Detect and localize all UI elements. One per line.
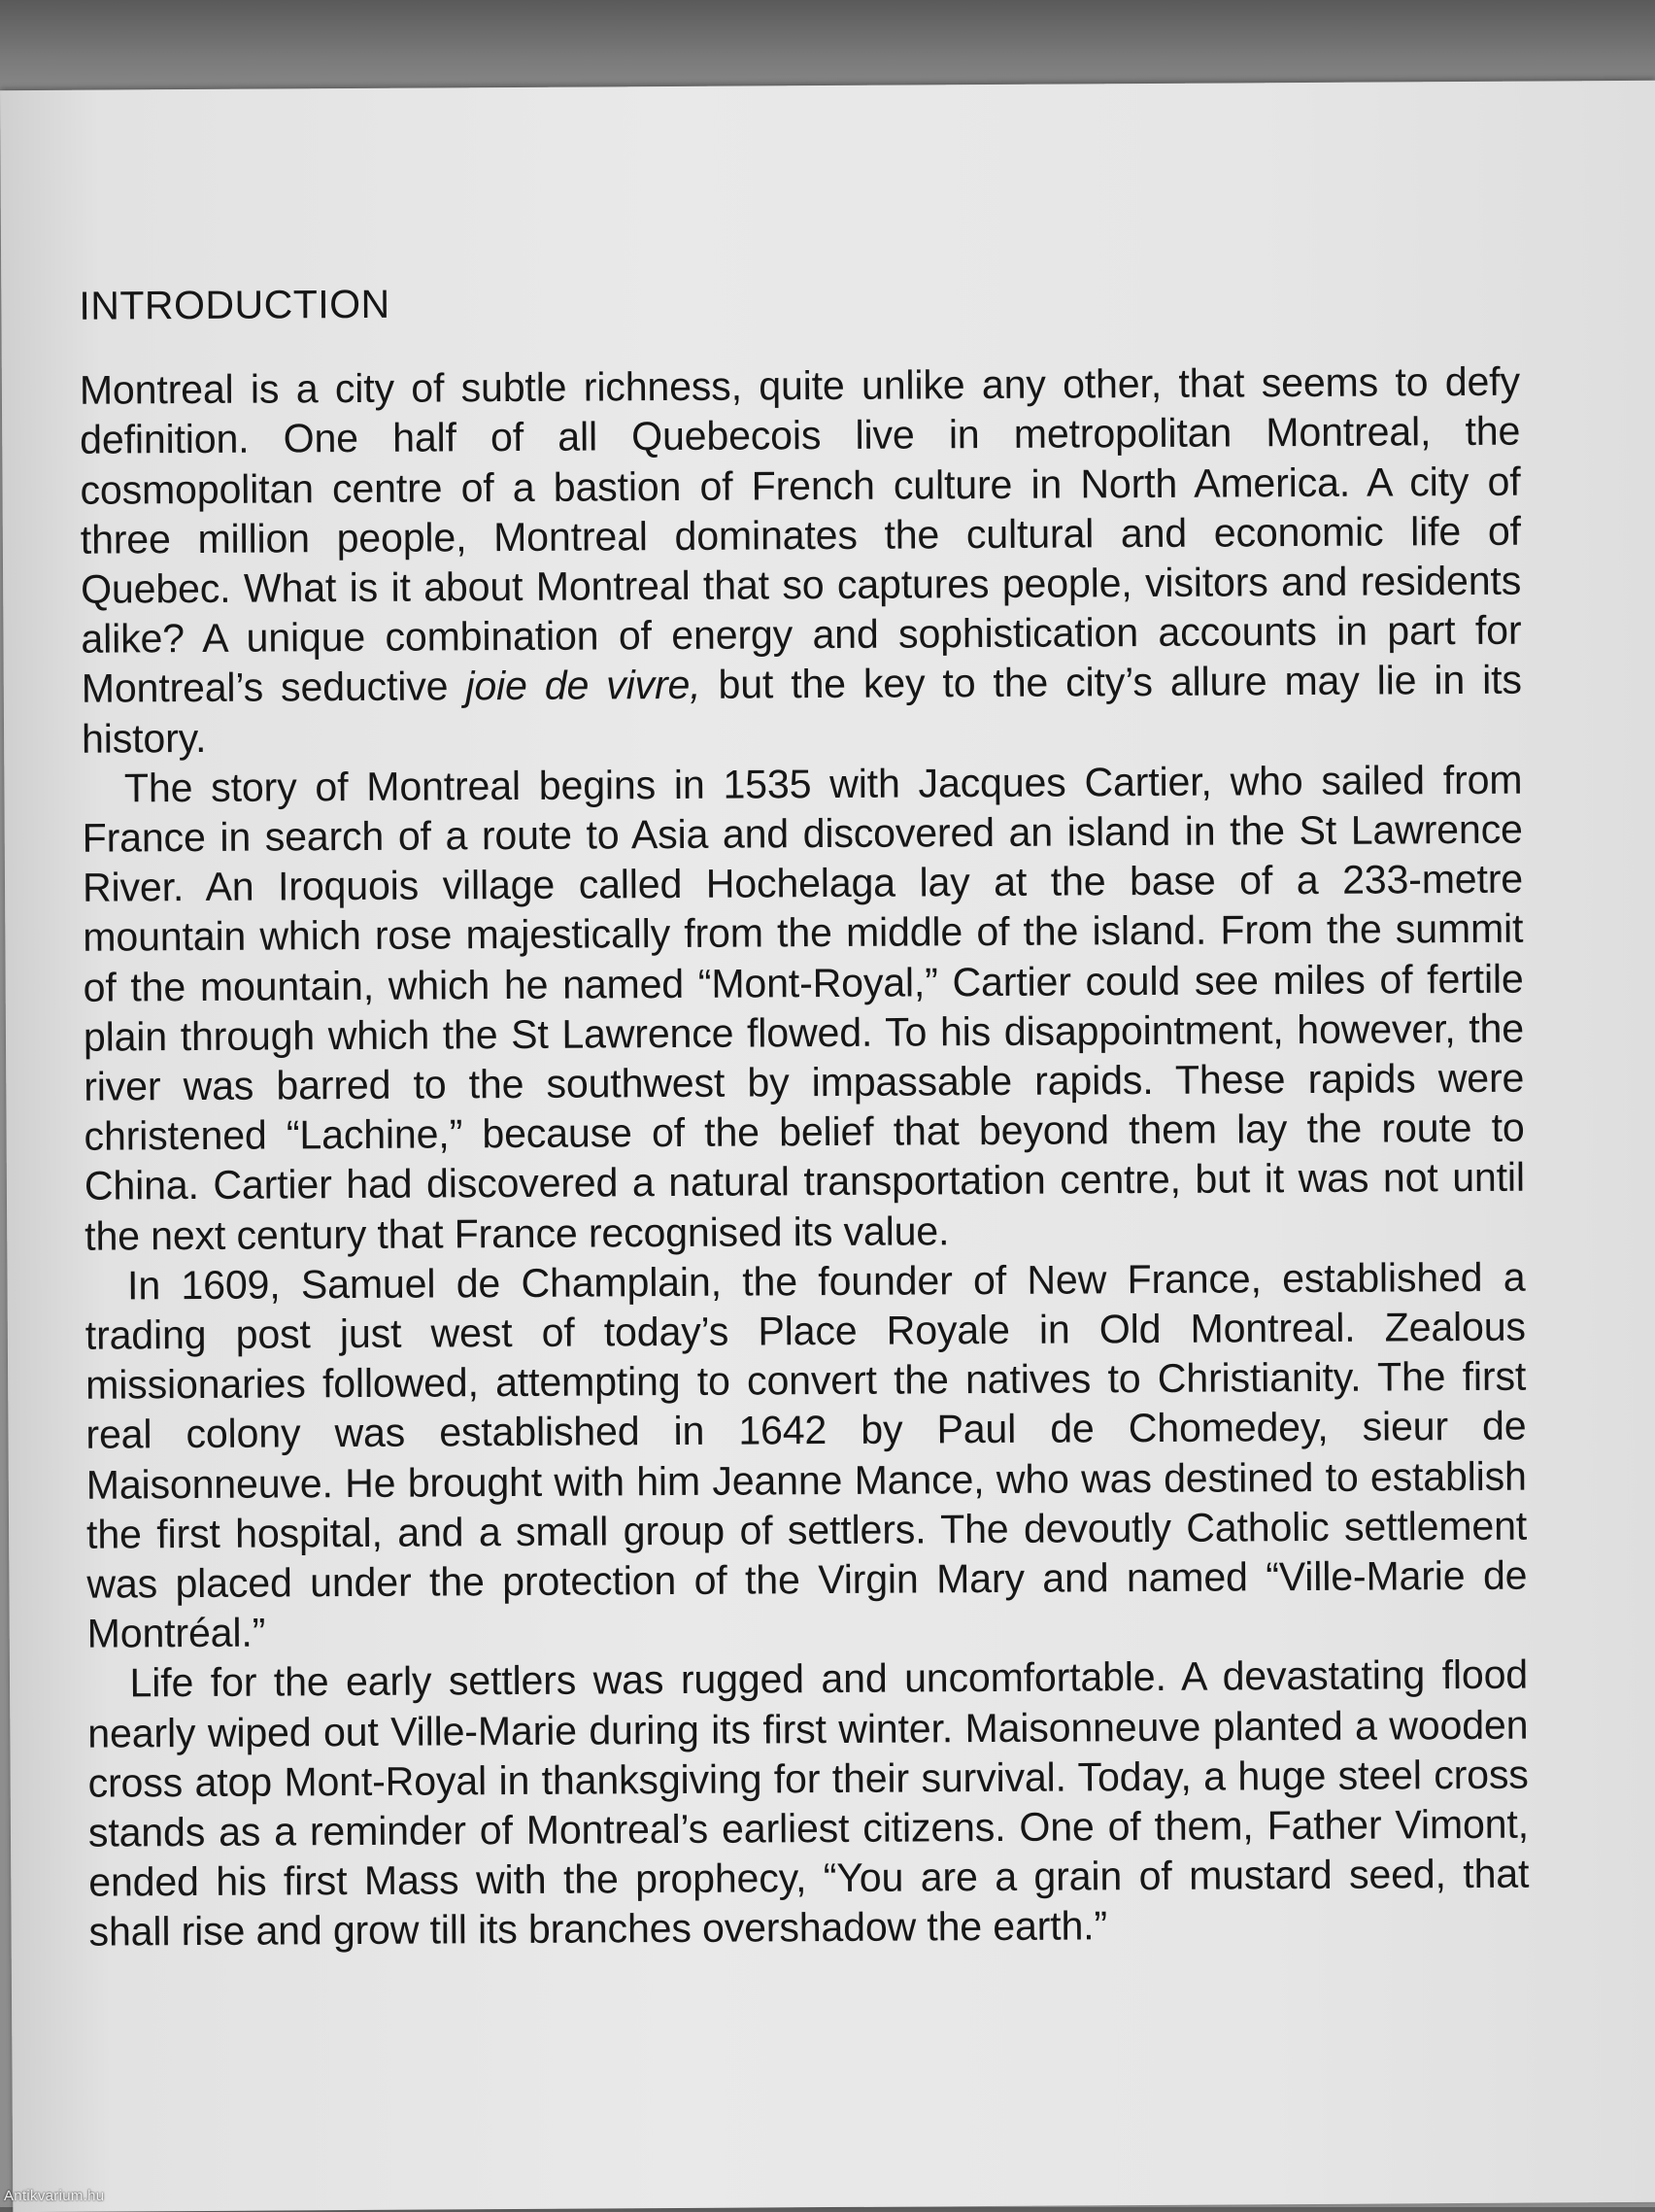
paragraph-1 [80, 357, 1522, 764]
page-content [79, 276, 1543, 1957]
paragraph-4: Life for the early settlers was rugged and uncomfortable. A devastating flood nearly wiped out Ville-Marie during its first winter. Maisonneuve planted a wooden cross atop Mont-Royal in thanksgiving for their survival. Today, a huge steel cross stands as a reminder of Montreal’s earliest citizens. One of them, Father Vimont, ended his first Mass with the prophecy, “You are a grain of mustard seed, that shall rise and grow till its branches overshadow the earth.” [87, 1651, 1530, 1956]
watermark-text: Antikvarium.hu [4, 2188, 105, 2204]
book-page [0, 81, 1655, 2212]
paragraph-1-text-a: Montreal is a city of subtle richness, quite unlike any other, that seems to defy definition. One half of all Quebecois live in metropolitan Montreal, the cosmopolitan centre of a bastion of French culture in North America. A city of three million people, Montreal dominates the cultural and economic life of Quebec. What is it about Montreal that so captures people, visitors and residents alike? A unique combination of energy and sophistication accounts in part for Montreal’s seductive [79, 357, 1522, 712]
page-heading: INTRODUCTION [79, 281, 390, 328]
paragraph-1-text-b: but the key to the city’s allure may lie in its history. [81, 656, 1522, 762]
paragraph-1-italic: joie de vivre, [465, 662, 701, 709]
paragraph-2: The story of Montreal begins in 1535 with Jacques Cartier, who sailed from France in search of a route to Asia and discovered an island in the St Lawrence River. An Iroquois village called Hochelaga lay at the base of a 233-metre mountain which rose majestically from the middle of the island. From the summit of the mountain, which he named “Mont-Royal,” Cartier could see miles of fertile plain through which the St Lawrence flowed. To his disappointment, however, the river was barred to the southwest by impassable rapids. These rapids were christened “Lachine,” because of the belief that beyond them lay the route to China. Cartier had discovered a natural transportation centre, but it was not until the next century that France recognised its value. [82, 756, 1526, 1259]
paragraph-3: In 1609, Samuel de Champlain, the founder of New France, established a trading post just west of today’s Place Royale in Old Montreal. Zealous missionaries followed, attempting to convert the natives to Christianity. The first real colony was established in 1642 by Paul de Chomedey, sieur de Maisonneuve. He brought with him Jeanne Mance, who was destined to establish the first hospital, and a small group of settlers. The devoutly Catholic settlement was placed under the protection of the Virgin Mary and named “Ville-Marie de Montréal.” [84, 1253, 1528, 1656]
